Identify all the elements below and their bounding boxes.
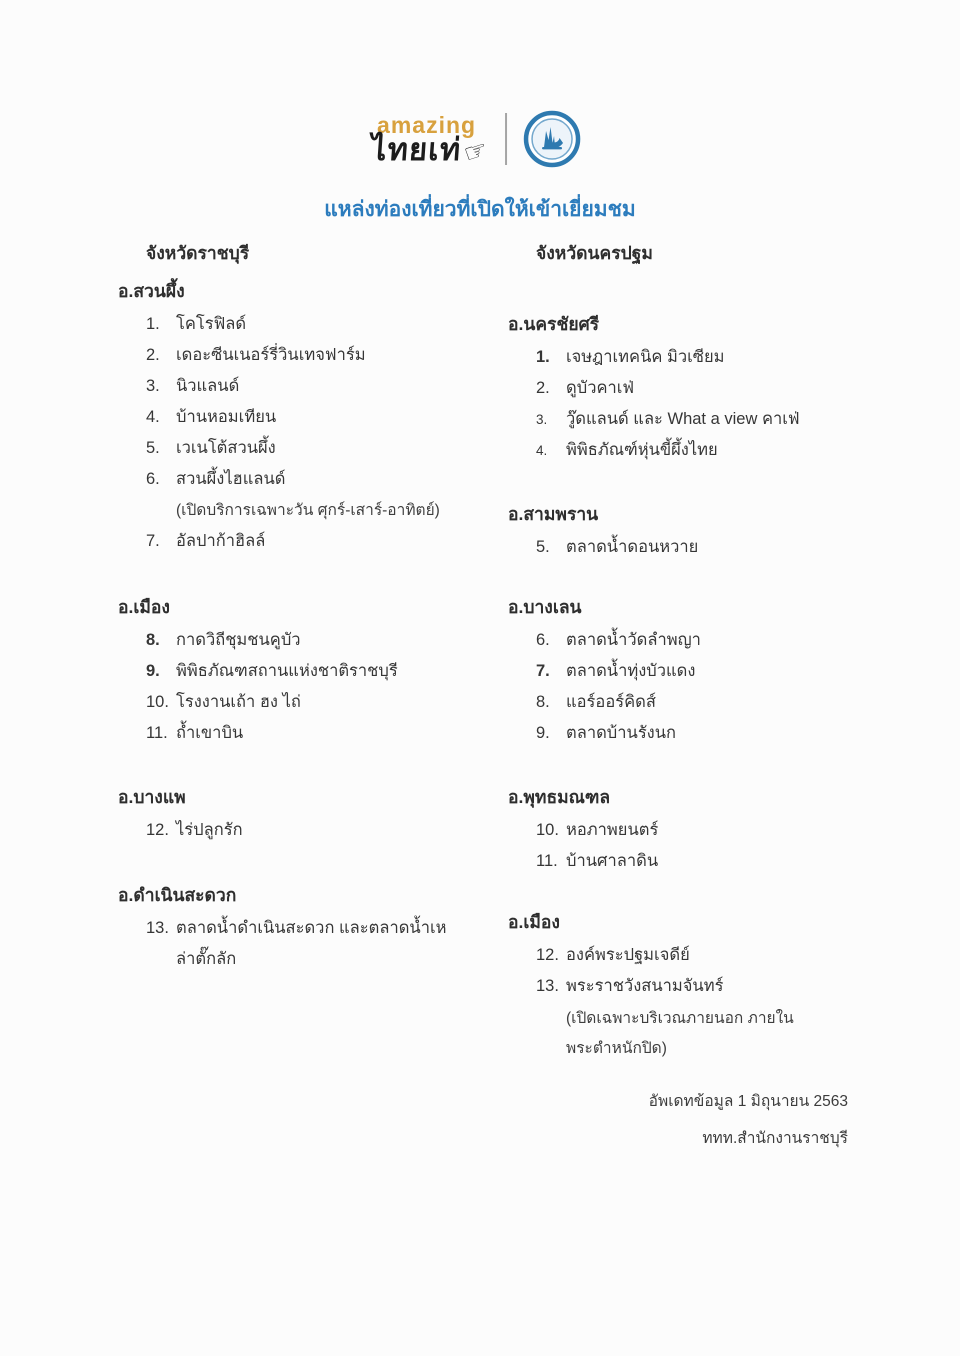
item-number: 9. [146, 662, 160, 680]
list-item [146, 526, 490, 557]
item-number: 5. [146, 439, 160, 457]
district-section [508, 905, 892, 1064]
item-number: 4. [146, 408, 160, 426]
district-section [118, 274, 490, 557]
item-name: บ้านหอมเทียน [176, 408, 277, 426]
item-name: โรงงานเถ้า ฮง ไถ่ [176, 693, 301, 711]
list-item [536, 435, 892, 466]
district-heading: อ.นครชัยศรี [508, 314, 600, 334]
district-heading: อ.เมือง [118, 597, 170, 617]
district-section [508, 590, 892, 749]
province-heading: จังหวัดนครปฐม [536, 243, 653, 263]
list-item [146, 718, 490, 749]
district-heading: อ.เมือง [508, 912, 560, 932]
logo-divider [505, 113, 507, 165]
list-item [146, 433, 490, 464]
list-item [536, 373, 892, 404]
item-name: หอภาพยนตร์ [566, 821, 659, 839]
list-item [536, 404, 892, 435]
footer-office: ททท.สำนักงานราชบุรี [702, 1130, 848, 1147]
item-number: 6. [536, 631, 550, 649]
list-item [536, 971, 892, 1002]
list-item [146, 309, 490, 340]
item-name: พิพิธภัณฑสถานแห่งชาติราชบุรี [176, 662, 398, 680]
item-number: 10. [146, 693, 169, 711]
footer-updated-date: อัพเดทข้อมูล 1 มิถุนายน 2563 [648, 1093, 848, 1110]
item-number: 1. [146, 315, 160, 333]
item-name: ไร่ปลูกรัก [176, 821, 243, 839]
item-name: ตลาดน้ำทุ่งบัวแดง [566, 662, 696, 680]
district-section [508, 780, 892, 877]
list-item [146, 687, 490, 718]
district-heading: อ.สามพราน [508, 504, 599, 524]
item-name: กาดวิถีชุมชนคูบัว [176, 631, 301, 649]
list-item [146, 340, 490, 371]
item-name: แอร์ออร์คิดส์ [566, 693, 656, 711]
district-section [118, 780, 490, 846]
item-number: 11. [146, 724, 168, 742]
item-name: ตลาดบ้านรังนก [566, 724, 677, 742]
list-item [536, 532, 892, 563]
district-section [118, 878, 490, 975]
item-number: 4. [536, 443, 548, 458]
item-name: อัลปาก้าฮิลล์ [176, 532, 266, 550]
hand-icon: ☞ [460, 132, 492, 169]
list-item [536, 846, 892, 877]
district-heading: อ.บางเลน [508, 597, 582, 617]
column-ratchaburi [118, 238, 490, 975]
header-logo [371, 110, 581, 168]
list-item [536, 687, 892, 718]
list-item [146, 371, 490, 402]
district-heading: อ.สวนผึ้ง [118, 281, 185, 301]
item-number: 6. [146, 470, 160, 488]
amazing-wordmark: amazing [377, 111, 477, 138]
list-item [536, 815, 892, 846]
tat-logo-icon [523, 110, 581, 168]
thai-teh-text: ไทยเท่ [369, 131, 463, 167]
item-number: 12. [146, 821, 169, 839]
item-number: 5. [536, 538, 550, 556]
amazing-thailand-logo [369, 111, 492, 169]
item-name: ตลาดน้ำดอนหวาย [566, 538, 699, 556]
list-item [536, 656, 892, 687]
list-item [146, 402, 490, 433]
district-heading: อ.พุทธมณฑล [508, 787, 611, 807]
item-number: 2. [536, 379, 550, 397]
thai-teh-wordmark [369, 131, 492, 169]
item-name: ถ้ำเขาบิน [176, 724, 244, 742]
item-name: เวเนโต้สวนผึ้ง [176, 439, 276, 457]
district-section [508, 497, 892, 563]
item-name: ดูบัวคาเฟ่ [566, 379, 635, 397]
item-number: 7. [536, 662, 550, 680]
list-item [146, 464, 490, 495]
item-number: 8. [146, 631, 160, 649]
item-number: 1. [536, 348, 550, 366]
item-name: เดอะซีนเนอร์รี่วินเทจฟาร์ม [176, 346, 366, 364]
item-name: บ้านศาลาดิน [566, 852, 659, 870]
item-number: 9. [536, 724, 550, 742]
province-heading: จังหวัดราชบุรี [146, 243, 250, 263]
item-number: 7. [146, 532, 160, 550]
list-item [146, 656, 490, 687]
district-heading: อ.ดำเนินสะดวก [118, 885, 237, 905]
district-section [118, 590, 490, 749]
item-name: พิพิธภัณฑ์หุ่นขี้ผึ้งไทย [566, 441, 718, 459]
item-number: 11. [536, 852, 558, 870]
item-number: 2. [146, 346, 160, 364]
document-footer [649, 1083, 848, 1157]
item-name: พระราชวังสนามจันทร์ [566, 977, 724, 995]
list-item [536, 342, 892, 373]
column-nakhon-pathom [508, 238, 892, 1064]
item-name: วู๊ดแลนด์ และ What a view คาเฟ่ [566, 410, 800, 428]
item-number: 10. [536, 821, 559, 839]
item-number: 3. [536, 412, 548, 427]
item-number: 8. [536, 693, 550, 711]
item-name: ตลาดน้ำวัดลำพญา [566, 631, 701, 649]
list-item [536, 718, 892, 749]
item-name: เจษฎาเทคนิค มิวเซียม [566, 348, 725, 366]
page-title: แหล่งท่องเที่ยวที่เปิดให้เข้าเยี่ยมชม [324, 198, 636, 221]
item-number: 13. [146, 919, 169, 937]
list-item [146, 625, 490, 656]
list-item [146, 815, 490, 846]
district-heading: อ.บางแพ [118, 787, 186, 807]
item-name: สวนผึ้งไฮแลนด์ [176, 470, 286, 488]
list-item [146, 913, 490, 975]
item-name: นิวแลนด์ [176, 377, 240, 395]
item-number: 3. [146, 377, 160, 395]
item-name: องค์พระปฐมเจดีย์ [566, 946, 690, 964]
list-item [536, 625, 892, 656]
item-number: 12. [536, 946, 559, 964]
item-name: โคโรฟิลด์ [176, 315, 247, 333]
district-section [508, 307, 892, 466]
item-name: ตลาดน้ำดำเนินสะดวก และตลาดน้ำเหล่าตั๊กลัก [176, 919, 447, 968]
item-number: 13. [536, 977, 559, 995]
item-note: (เปิดเฉพาะบริเวณภายนอก ภายในพระตำหนักปิด) [566, 1010, 794, 1057]
item-note: (เปิดบริการเฉพาะวัน ศุกร์-เสาร์-อาทิตย์) [176, 502, 440, 519]
list-item [536, 940, 892, 971]
